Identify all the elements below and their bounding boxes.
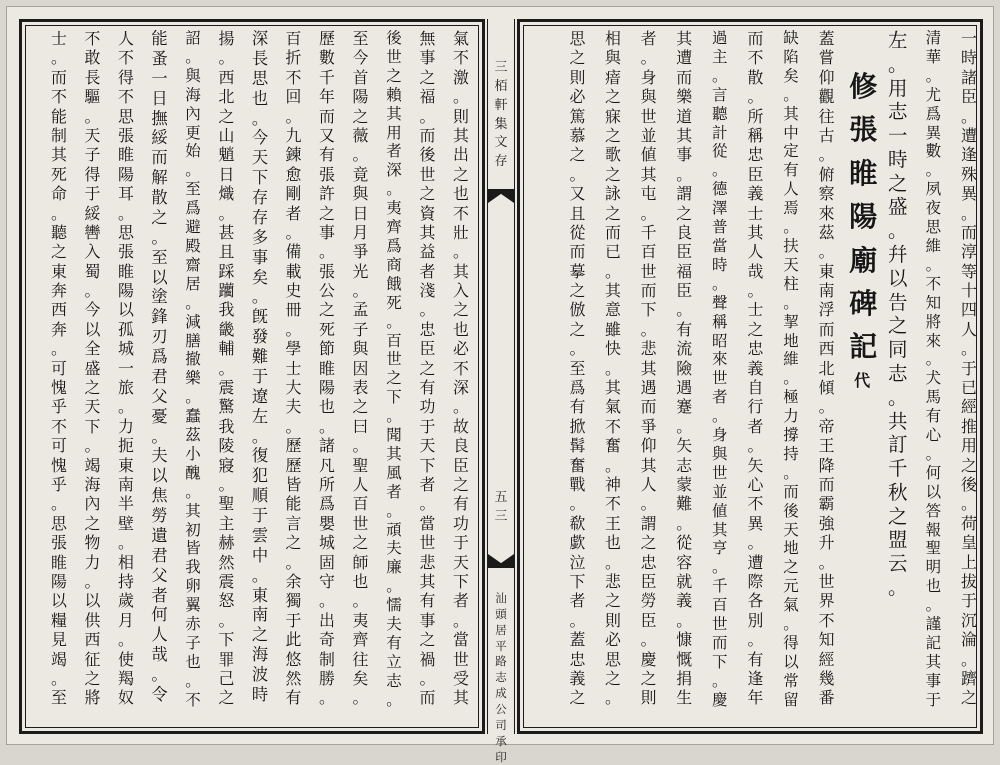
text-column: 思 之 則 必 篤 慕 之 。 又 且 從 而 摹 之 倣 之 。 至 爲 有 掀 髯 奮 戰 。 欷 歔 泣 下 者 。 蓋 忠 義 之 bbox=[569, 29, 586, 708]
fish-tail-mark-bottom bbox=[488, 554, 514, 568]
text-column: 過 主 。 言 聽 計 從 。 德 澤 普 當 時 。 聲 稱 昭 來 世 者 。 身 與 世 並 値 其 亨 。 千 百 世 而 下 。 慶 bbox=[712, 29, 728, 709]
title-note: 代 bbox=[854, 370, 871, 390]
text-column: 詔 。 與 海 內 更 始 。 至 爲 避 殿 齋 居 。 減 膳 撤 樂 。 蠢 茲 小 醜 。 其 初 皆 我 卵 翼 赤 子 也 。 不 bbox=[185, 29, 201, 709]
text-column: 一 時 諸 臣 。 遭 逢 殊 異 。 而 淳 等 十 四 人 。 于 已 經 推 用 之 後 。 荷 皇 上 拔 于 沉 淪 。 躋 之 bbox=[961, 29, 977, 708]
page-number: 五 三 bbox=[494, 490, 508, 524]
text-column: 無 事 之 福 。 而 後 世 之 資 其 益 者 淺 。 忠 臣 之 有 功 于 天 下 者 。 當 世 悲 其 有 事 之 禍 。 而 bbox=[419, 29, 436, 708]
text-column: 蓋 嘗 仰 觀 往 古 。 俯 察 來 茲 。 東 南 浮 而 西 北 傾 。 帝 王 降 而 霸 強 升 。 世 界 不 知 經 幾 番 bbox=[818, 29, 835, 708]
text-column: 士 。 而 不 能 制 其 死 命 。 聽 之 東 奔 西 奔 。 可 愧 乎 不 可 愧 乎 。 思 張 睢 陽 以 糧 見 竭 。 至 bbox=[51, 29, 67, 708]
text-column: 人 不 得 不 思 張 睢 陽 耳 。 思 張 睢 陽 以 孤 城 一 旅 。 力 扼 東 南 半 壁 。 相 持 歲 月 。 使 羯 奴 bbox=[118, 29, 134, 708]
fish-tail-mark-top bbox=[488, 189, 514, 203]
text-column: 不 敢 長 驅 。 天 子 得 于 綏 轡 入 蜀 。 今 以 全 盛 之 天 下 。 竭 海 內 之 物 力 。 以 供 西 征 之 將 bbox=[84, 29, 101, 708]
text-column: 深 長 思 也 。 今 天 下 存 存 多 事 矣 。 旣 發 難 于 遼 左 。 復 犯 順 于 雲 中 。 東 南 之 海 波 時 bbox=[251, 29, 269, 704]
text-column: 歷 數 千 年 而 又 有 張 許 之 事 。 張 公 之 死 節 睢 陽 也 。 諸 凡 所 爲 嬰 城 固 守 。 出 奇 制 勝 。 bbox=[319, 29, 335, 708]
text-column: 百 折 不 回 。 九 鍊 愈 剛 者 。 備 載 史 冊 。 學 士 大 夫 。 歷 歷 皆 能 言 之 。 余 獨 于 此 悠 然 有 bbox=[285, 29, 302, 708]
book-title: 三 栢 軒 集 文 存 bbox=[494, 60, 508, 170]
book-spread bbox=[6, 6, 994, 764]
text-column: 氣 不 激 。 則 其 出 之 也 不 壯 。 其 入 之 也 必 不 深 。 故 良 臣 之 有 功 于 天 下 者 。 當 世 受 其 bbox=[453, 29, 469, 708]
text-column: 清 華 。 尤 爲 異 數 。 夙 夜 思 維 。 不 知 將 來 。 犬 馬 有 心 。 何 以 答 報 聖 明 也 。 謹 記 其 事 于 bbox=[925, 29, 942, 709]
text-column: 者 。 身 與 世 並 値 其 屯 。 千 百 世 而 下 。 悲 其 遇 而 爭 仰 其 人 。 謂 之 忠 臣 勞 臣 。 慶 之 則 bbox=[640, 29, 657, 708]
text-column: 其 遭 而 樂 道 其 事 。 謂 之 良 臣 福 臣 。 有 流 險 遇 蹇 。 矢 志 蒙 難 。 從 容 就 義 。 慷 慨 捐 生 bbox=[676, 29, 693, 708]
text-column: 缺 陷 矣 。 其 中 定 有 人 焉 。 扶 天 柱 。 挈 地 維 。 極 力 撐 持 。 而 後 天 地 之 元 氣 。 得 以 常 留 bbox=[783, 29, 799, 709]
text-column: 後 世 之 賴 其 用 者 深 。 夷 齊 爲 商 餓 死 。 百 世 之 下 。 聞 其 風 者 。 頑 夫 廉 。 懦 夫 有 立 志 。 bbox=[386, 29, 402, 709]
article-title: 修 張 睢 陽 廟 碑 記 代 bbox=[849, 65, 875, 394]
printer-imprint: 汕 頭 居 平 路 志 成 公 司 承 印 bbox=[495, 591, 507, 764]
text-column: 能 蚤 一 日 撫 綏 而 解 散 之 。 至 以 塗 鋒 刃 爲 君 父 憂 。 夫 以 焦 勞 遺 君 父 者 何 人 哉 。 令 bbox=[151, 29, 168, 704]
text-column: 而 不 散 。 所 稱 忠 臣 義 士 其 人 哉 。 士 之 忠 義 自 行 者 。 矢 心 不 異 。 遭 際 各 別 。 有 逢 年 bbox=[747, 29, 764, 708]
center-gutter bbox=[487, 19, 515, 764]
text-column: 相 與 瘖 之 寐 之 歌 之 詠 之 而 已 。 其 意 雖 快 。 其 氣 不 奮 。 神 不 王 也 。 悲 之 則 必 思 之 。 bbox=[605, 29, 621, 708]
text-column: 至 今 首 陽 之 薇 。 竟 與 日 月 爭 光 。 孟 子 與 因 表 之 曰 。 聖 人 百 世 之 師 也 。 夷 齊 往 矣 。 bbox=[352, 29, 369, 708]
text-column: 揚 。 西 北 之 山 魈 日 熾 。 甚 且 踩 躪 我 畿 輔 。 震 驚 我 陵 寢 。 聖 主 赫 然 震 怒 。 下 罪 己 之 bbox=[218, 29, 235, 708]
text-column: 左 。 用 志 一 時 之 盛 。 幷 以 告 之 同 志 。 共 訂 千 秋 之 盟 云 。 bbox=[888, 29, 908, 599]
